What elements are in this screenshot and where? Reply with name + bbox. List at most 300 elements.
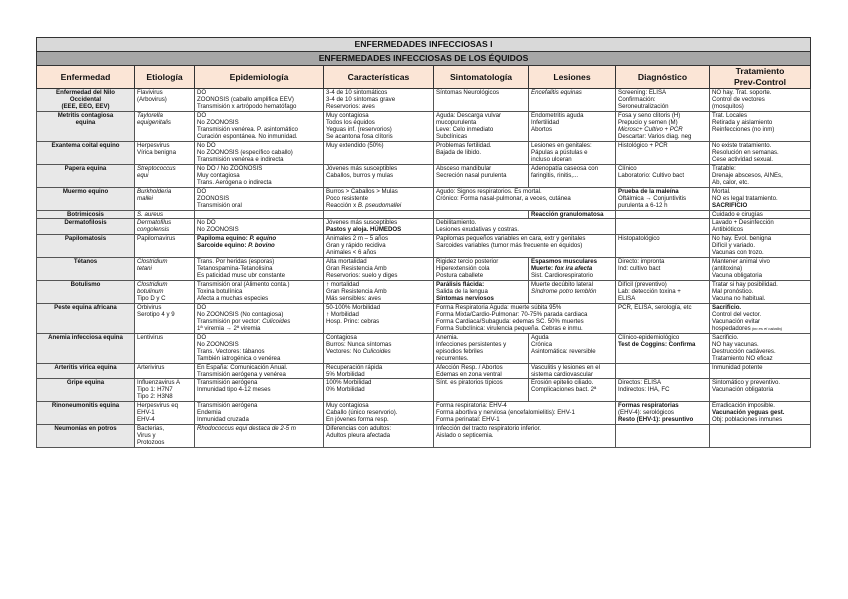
cell-text: ELISA	[618, 295, 636, 303]
caracteristicas-cell	[324, 211, 434, 219]
sintomatologia-cell	[434, 281, 529, 304]
tratamiento-cell	[710, 364, 811, 379]
table-row	[37, 425, 811, 448]
disease-name: Metritis contagiosa	[57, 112, 114, 119]
cell-line	[326, 425, 431, 432]
cell-text-tail: destaca de 2-5 m	[247, 425, 296, 433]
cell-line	[712, 402, 808, 409]
cell-text: Cuidado e cirugías	[712, 211, 763, 218]
cell-text: Sacrificio.	[712, 304, 742, 312]
cell-text: Papilomavirus	[137, 235, 176, 243]
cell-line	[137, 425, 192, 432]
cell-text: Endometritis aguda	[531, 112, 584, 119]
cell-text: Tipo 2: H3N8	[137, 393, 173, 401]
cell-text: (antitoxina)	[712, 265, 743, 273]
disease-name: Gripe equina	[66, 379, 105, 387]
cell-text: Reservorios: aves	[326, 103, 375, 111]
cell-text: 3-4 de 10 síntomas grave	[326, 96, 396, 104]
cell-line	[137, 364, 192, 371]
diagnostico-cell	[616, 258, 710, 281]
cell-line	[618, 258, 707, 265]
caracteristicas-cell	[324, 258, 434, 281]
cell-text: hospedadores	[712, 325, 751, 333]
cell-text: Herpesvirus	[137, 142, 170, 149]
cell-text: ↑ Morbilidad	[326, 311, 359, 319]
cell-line	[197, 402, 321, 409]
lesiones-cell	[529, 89, 616, 112]
cell-line	[712, 355, 808, 362]
cell-text: Herpesvirus eq	[137, 402, 178, 410]
cell-text: DO	[197, 89, 207, 96]
cell-line	[436, 258, 526, 265]
disease-name-cell	[37, 142, 135, 165]
cell-line	[712, 112, 808, 119]
tratamiento-cell	[710, 425, 811, 448]
cell-line	[197, 188, 321, 195]
cell-line	[326, 295, 431, 302]
cell-line	[137, 89, 192, 96]
sintomatologia-cell	[434, 364, 529, 379]
cell-line	[712, 156, 808, 163]
cell-line	[326, 364, 431, 371]
disease-name: Papera equina	[64, 165, 107, 172]
cell-text: Pastos y aloja. HÚMEDOS	[326, 226, 402, 234]
cell-line	[436, 142, 526, 149]
cell-text: EHV-1	[137, 409, 155, 417]
cell-text: Clostridium	[137, 281, 168, 289]
cell-text: Forma Subclínica: virulencia pequeña. Cebras e inmu.	[436, 325, 583, 333]
cell-text: Afección Resp. / Abortos	[436, 364, 503, 372]
cell-text: ZOONOSIS	[197, 195, 230, 203]
etiologia-cell	[135, 235, 195, 258]
cell-text: Gran Resistencia Amb	[326, 288, 387, 296]
cell-text: Directos: ELISA	[618, 379, 662, 387]
cell-line	[326, 281, 431, 288]
cell-text: Control del vector.	[712, 311, 762, 319]
cell-line	[326, 371, 431, 378]
cell-line	[712, 409, 808, 416]
cell-text: Antibióticos	[712, 226, 744, 234]
cell-line	[197, 96, 321, 103]
cell-line	[436, 112, 526, 119]
cell-line	[137, 334, 192, 341]
cell-line	[197, 235, 321, 242]
table-row	[37, 258, 811, 281]
cell-line	[712, 249, 808, 256]
cell-line	[712, 188, 808, 195]
cell-line	[618, 402, 707, 409]
cell-line	[197, 334, 321, 341]
cell-line	[436, 149, 526, 156]
cell-line	[197, 226, 321, 233]
cell-text: Prueba de la maleína	[618, 188, 679, 195]
cell-line	[531, 119, 613, 126]
cell-text: Taylorella	[137, 112, 163, 119]
cell-text: Secreción nasal purulenta	[436, 172, 507, 180]
cell-text: Tipo D y C	[137, 295, 166, 303]
cell-text: Bajada de libido.	[436, 149, 482, 157]
cell-text: Clostridium	[137, 258, 168, 266]
cell-line	[326, 258, 431, 265]
cell-text: Crónica	[531, 341, 552, 349]
cell-line	[326, 119, 431, 126]
cell-text: Transmisión venérea e indirecta	[197, 156, 284, 164]
lesiones-cell	[529, 379, 616, 402]
cell-line	[436, 235, 613, 242]
etiologia-cell	[135, 364, 195, 379]
etiologia-cell	[135, 188, 195, 211]
epidemiologia-cell	[195, 89, 324, 112]
disease-name: (EEE, EEO, EEV)	[61, 103, 110, 111]
cell-line	[137, 288, 192, 295]
cell-text: EHV-4	[137, 416, 155, 424]
cell-line	[436, 325, 613, 332]
cell-text: No ZOONOSIS	[197, 119, 239, 127]
tratamiento-cell	[710, 219, 811, 235]
cell-text: Trans. Aerógena o indirecta	[197, 179, 272, 187]
cell-line	[618, 235, 707, 242]
cell-line	[197, 133, 321, 140]
cell-line	[197, 348, 321, 355]
etiologia-cell	[135, 211, 195, 219]
cell-text: Inmunidad tipo 4-12 meses	[197, 386, 271, 394]
cell-line	[326, 249, 431, 256]
cell-text: Vacunas con trozo.	[712, 249, 764, 257]
cell-line	[137, 432, 192, 439]
cell-text: Encefalitis equinas	[531, 89, 582, 96]
cell-line	[436, 311, 613, 318]
cell-text: Laboratorio: Cultivo bact	[618, 172, 685, 180]
diagnostico-cell	[616, 304, 710, 334]
diagnostico-cell	[616, 219, 710, 235]
cell-text: No ZOONOSIS	[197, 226, 239, 234]
cell-line	[531, 272, 613, 279]
cell-text: botulinum	[137, 288, 164, 296]
cell-text: Transmisión por vector:	[197, 318, 263, 326]
sintomatologia-cell	[434, 334, 529, 364]
cell-text: Infecciones persistentes y	[436, 341, 507, 349]
cell-line	[712, 281, 808, 288]
cell-line	[197, 409, 321, 416]
cell-text: Síntomas Neurológicos	[436, 89, 499, 96]
cell-line	[712, 179, 808, 186]
cell-text: Parálisis flácida:	[436, 281, 485, 289]
cell-line	[137, 211, 192, 218]
cell-text: Debilitamiento.	[436, 219, 477, 227]
cell-text-tail: P. equino	[249, 235, 277, 243]
cell-line	[197, 425, 321, 432]
cell-text: Streptococcus	[137, 165, 176, 172]
cell-text: ZOONOSIS (caballo amplifica EEV)	[197, 96, 294, 104]
sintomatologia-cell	[434, 211, 529, 219]
cell-line	[197, 156, 321, 163]
cell-line	[326, 318, 431, 325]
cell-line	[326, 402, 431, 409]
cell-line	[618, 416, 707, 423]
cell-text: Resto (EHV-1): presuntivo	[618, 416, 694, 424]
cell-text: recurrentes.	[436, 355, 469, 363]
cell-line	[137, 295, 192, 302]
tratamiento-cell	[710, 89, 811, 112]
cell-line	[197, 112, 321, 119]
cell-text: Descartar: Varios diag. neg	[618, 133, 692, 141]
disease-name-cell	[37, 379, 135, 402]
cell-line	[197, 119, 321, 126]
cell-line	[326, 112, 431, 119]
cell-text: No ZOONOSIS (No contagiosa)	[197, 311, 284, 319]
cell-text: Muy contagiosa	[197, 172, 240, 180]
col-header-etiologia: Etiología	[135, 66, 195, 89]
cell-text: Inmunidad cruzada	[197, 416, 249, 424]
cell-line	[326, 219, 431, 226]
cell-text: Seroneutralización	[618, 103, 669, 111]
cell-line	[712, 416, 808, 423]
etiologia-cell	[135, 425, 195, 448]
cell-text: Espasmos musculares	[531, 258, 598, 266]
cell-line	[197, 371, 321, 378]
cell-line	[197, 364, 321, 371]
epidemiologia-cell	[195, 188, 324, 211]
disease-name-cell	[37, 425, 135, 448]
cell-line	[326, 188, 431, 195]
col-header-sintomatologia: Sintomatología	[434, 66, 529, 89]
cell-text: En jóvenes forma resp.	[326, 416, 389, 424]
cell-text: Forma perinatal: EHV-1	[436, 416, 500, 424]
cell-line	[531, 265, 613, 272]
cell-line	[531, 258, 613, 265]
disease-name-cell	[37, 188, 135, 211]
cell-text: Síntomas nerviosos	[436, 295, 494, 303]
col-header-epidemiologia: Epidemiología	[195, 66, 324, 89]
cell-line	[326, 226, 431, 233]
col-header-tratamiento	[710, 66, 811, 89]
disease-name: Neumonías en potros	[54, 425, 117, 433]
cell-text: Contagiosa	[326, 334, 357, 342]
cell-text: Ab, calor, etc.	[712, 179, 749, 187]
cell-line	[531, 288, 613, 295]
cell-line	[531, 281, 613, 288]
cell-line	[618, 112, 707, 119]
cell-text: Recuperación rápida	[326, 364, 383, 372]
cell-line	[137, 149, 192, 156]
caracteristicas-cell	[324, 364, 434, 379]
cell-line	[436, 416, 613, 423]
cell-text: Afecta a muchas especies	[197, 295, 269, 303]
cell-line	[618, 172, 707, 179]
cell-line	[197, 318, 321, 325]
disease-name: Rinoneumonitis equina	[51, 402, 120, 410]
table-row	[37, 334, 811, 364]
tratamiento-cell	[710, 304, 811, 334]
sintomatologia-lesiones-cell	[434, 402, 616, 425]
lesiones-cell	[529, 281, 616, 304]
cell-text: PCR, ELISA, serología, etc	[618, 304, 692, 312]
cell-line	[618, 103, 707, 110]
cell-line	[326, 386, 431, 393]
diagnostico-cell	[616, 425, 710, 448]
cell-text: Transmisión x artrópodo hematófago	[197, 103, 297, 111]
cell-text: Forma Respiratoria Aguda: muerte súbita 95%	[436, 304, 562, 312]
cell-text: Crónico: Forma nasal-pulmonar, a veces, cutánea	[436, 195, 571, 203]
epidemiologia-cell	[195, 211, 324, 219]
table-row	[37, 89, 811, 112]
cell-text: Inmunidad potente	[712, 364, 763, 372]
cell-text: faringitis, rinitis,...	[531, 172, 579, 180]
cell-text: Formas respiratorias	[618, 402, 679, 410]
table-row	[37, 364, 811, 379]
cell-text: Burros: Nunca síntomas	[326, 341, 392, 349]
cell-text-tail: P. bovino	[248, 242, 275, 250]
cell-line	[436, 348, 526, 355]
epidemiologia-cell	[195, 334, 324, 364]
diagnostico-cell	[616, 211, 710, 219]
tratamiento-cell	[710, 142, 811, 165]
cell-line	[436, 355, 526, 362]
cell-text: Transmisión aerógena y venérea	[197, 371, 286, 379]
cell-line	[326, 165, 431, 172]
lesiones-cell	[529, 258, 616, 281]
cell-line	[137, 402, 192, 409]
cell-line	[137, 142, 192, 149]
cell-text: Animales < 6 años	[326, 249, 377, 257]
cell-line	[137, 119, 192, 126]
etiologia-cell	[135, 281, 195, 304]
cell-line	[712, 103, 808, 110]
cell-text: Reinfecciones (no inm)	[712, 126, 775, 134]
cell-text: Sínt. es piratorios típicos	[436, 379, 503, 387]
cell-line	[137, 265, 192, 272]
cell-line	[531, 89, 613, 96]
cell-line	[531, 341, 613, 348]
cell-text: Protozoos	[137, 439, 165, 447]
cell-line	[531, 386, 613, 393]
disease-name: equina	[75, 119, 96, 127]
cell-line	[326, 235, 431, 242]
cell-line	[531, 172, 613, 179]
cell-text: Directo: impronta	[618, 258, 665, 266]
cell-line	[197, 149, 321, 156]
cell-line	[618, 386, 707, 393]
cell-text: congolensis	[137, 226, 170, 234]
cell-text: No DO	[197, 219, 216, 227]
epidemiologia-cell	[195, 425, 324, 448]
cell-text: Bacterias,	[137, 425, 165, 433]
cell-line	[137, 379, 192, 386]
disease-name-cell	[37, 235, 135, 258]
cell-line	[436, 318, 613, 325]
cell-line	[618, 304, 707, 311]
disease-name-cell	[37, 89, 135, 112]
cell-text: Sarcoides variables (tumor más frecuente en équidos)	[436, 242, 583, 250]
sintomatologia-lesiones-cell	[434, 304, 616, 334]
cell-line	[712, 126, 808, 133]
cell-text: Control de vectores	[712, 96, 765, 104]
cell-text: Rhodococcus equi	[197, 425, 248, 433]
cell-line	[436, 265, 526, 272]
cell-text: Transmisión oral	[197, 202, 242, 210]
sintomatologia-lesiones-cell	[434, 188, 616, 211]
cell-line	[712, 89, 808, 96]
cell-line	[137, 226, 192, 233]
cell-text: DO	[197, 112, 207, 119]
cell-text: Anemia.	[436, 334, 459, 342]
cell-line	[618, 195, 707, 202]
caracteristicas-cell	[324, 334, 434, 364]
cell-text: DO	[197, 188, 207, 195]
cell-line	[326, 89, 431, 96]
cell-text: Alta mortalidad	[326, 258, 367, 266]
sintomatologia-cell	[434, 258, 529, 281]
cell-text: Trat. Locales	[712, 112, 747, 119]
cell-line	[137, 409, 192, 416]
cell-text: Infertilidad	[531, 119, 560, 127]
cell-text: S. aureus	[137, 211, 164, 218]
cell-line	[712, 288, 808, 295]
cell-text: Infección del tracto respiratorio inferior.	[436, 425, 541, 433]
cell-text: Vectores: No	[326, 348, 363, 356]
cell-text: Mal pronóstico.	[712, 288, 754, 296]
cell-line	[531, 371, 613, 378]
cell-text: Asintomática: reversible	[531, 348, 596, 356]
cell-line	[531, 156, 613, 163]
etiologia-cell	[135, 89, 195, 112]
cell-text: Microsc+ Cultivo + PCR	[618, 126, 683, 134]
cell-text: Arterivirus	[137, 364, 165, 372]
lesiones-cell	[529, 165, 616, 188]
cell-line	[197, 142, 321, 149]
cell-line	[137, 96, 192, 103]
header-row	[37, 66, 811, 89]
caracteristicas-cell	[324, 235, 434, 258]
cell-text: Pápulas a pústulas e	[531, 149, 588, 157]
cell-text: Sist. Cardiorespiratorio	[531, 272, 593, 280]
cell-line	[436, 195, 613, 202]
cell-line	[326, 334, 431, 341]
cell-line	[531, 364, 613, 371]
sintomatologia-lesiones-cell	[434, 219, 616, 235]
cell-text: Endemia	[197, 409, 222, 417]
cell-text: Animales 2 m – 5 años	[326, 235, 388, 243]
col-header-diagnostico: Diagnóstico	[616, 66, 710, 89]
cell-line	[137, 188, 192, 195]
col-header-lesiones: Lesiones	[529, 66, 616, 89]
cell-line	[436, 89, 526, 96]
cell-line	[436, 425, 613, 432]
cell-line	[436, 341, 526, 348]
cell-text: Es paticidad musc ubr constante	[197, 272, 286, 280]
table-row	[37, 142, 811, 165]
cell-text: Más sensibles: aves	[326, 295, 381, 303]
cell-line	[618, 133, 707, 140]
cell-text: Jóvenes más susceptibles	[326, 219, 398, 227]
cell-text: 100% Morbilidad	[326, 379, 372, 387]
cell-text: Muy contagiosa	[326, 402, 369, 410]
disease-name-cell	[37, 112, 135, 142]
cell-line	[618, 89, 707, 96]
cell-line	[436, 188, 613, 195]
disease-name-cell	[37, 364, 135, 379]
cell-text: Agudo: Signos respiratorios. Es mortal.	[436, 188, 542, 195]
cell-text: (EHV-4): serológicos	[618, 409, 674, 417]
cell-text: 5% Morbilidad	[326, 371, 365, 379]
cell-line	[618, 379, 707, 386]
cell-text: No DO / No ZOONOSIS	[197, 165, 263, 172]
caracteristicas-cell	[324, 112, 434, 142]
diagnostico-cell	[616, 89, 710, 112]
cell-text: NO hay. Trat. soporte.	[712, 89, 772, 96]
disease-name: Anemia infecciosa equina	[48, 334, 123, 342]
cell-text: No DO	[197, 142, 216, 149]
